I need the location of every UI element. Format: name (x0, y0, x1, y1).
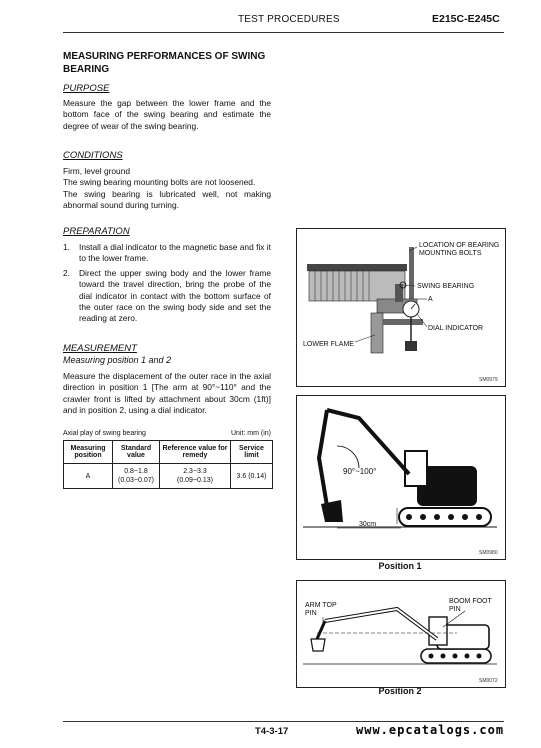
title-line-2: BEARING (63, 64, 110, 75)
label-30cm: 30cm (359, 521, 377, 528)
page-title (63, 50, 278, 76)
excavator-position-2-diagram (297, 581, 505, 687)
conditions-heading: CONDITIONS (63, 150, 123, 161)
condition-line: The swing bearing mounting bolts are not loosened. (63, 177, 256, 188)
table-header-row (64, 441, 273, 464)
footer-url: www.epcatalogs.com (356, 723, 505, 737)
standard-in: (0.03~0.07) (118, 477, 154, 484)
preparation-step-2 (63, 268, 271, 328)
step-text: Direct the upper swing body and the lower frame toward the travel direction, bring the probe of the dial indicator in contact with the bottom surface of the outer race on the swing body side and set the reading at zero. (79, 268, 271, 324)
measurement-heading: MEASUREMENT (63, 343, 137, 354)
footer-rule (63, 721, 504, 722)
table-header: Reference value for remedy (160, 441, 231, 464)
standard-mm: 0.8~1.8 (124, 468, 148, 475)
step-text: Install a dial indicator to the magnetic base and fix it to the lower frame. (79, 242, 271, 264)
figure-swing-bearing (296, 228, 506, 387)
label-a: A (428, 296, 433, 303)
figure-code: SM0980 (479, 550, 498, 556)
axial-play-table (63, 440, 273, 489)
label-lower-flame: LOWER FLAME (303, 341, 354, 348)
table-header: Standard value (113, 441, 160, 464)
label-angle: 90°~100° (343, 467, 377, 476)
caption-position-2: Position 2 (378, 686, 422, 696)
excavator-position-1-diagram (297, 396, 505, 559)
label-arm-top: ARM TOP (305, 602, 337, 609)
table-header: Measuring position (64, 441, 113, 464)
table-caption-row (63, 430, 271, 437)
table-header: Service limit (231, 441, 273, 464)
preparation-heading: PREPARATION (63, 226, 130, 237)
reference-mm: 2.3~3.3 (183, 468, 207, 475)
figure-code: SM0072 (479, 678, 498, 684)
measurement-subheading: Measuring position 1 and 2 (63, 355, 172, 365)
conditions-text (63, 166, 271, 211)
label-mounting-bolts: MOUNTING BOLTS (419, 250, 482, 257)
header-rule (63, 32, 504, 33)
caption-position-1: Position 1 (378, 561, 422, 571)
title-line-1: MEASURING PERFORMANCES OF SWING (63, 51, 266, 62)
table-cell-reference (160, 464, 231, 489)
condition-line: Firm, level ground (63, 166, 131, 176)
figure-position-1 (296, 395, 506, 560)
reference-in: (0.09~0.13) (177, 477, 213, 484)
label-arm-pin: PIN (305, 610, 317, 617)
figure-position-2 (296, 580, 506, 688)
swing-bearing-diagram (297, 229, 505, 386)
label-swing-bearing: SWING BEARING (417, 283, 475, 290)
table-cell-limit: 3.6 (0.14) (231, 464, 273, 489)
table-caption: Axial play of swing bearing (63, 430, 146, 437)
table-row (64, 464, 273, 489)
label-boom-foot: BOOM FOOT (449, 598, 492, 605)
label-dial-indicator: DIAL INDICATOR (428, 325, 484, 332)
figure-code: SM0979 (479, 377, 498, 383)
table-unit: Unit: mm (in) (230, 430, 271, 437)
header-model: E215C-E245C (432, 13, 500, 25)
step-number: 2. (63, 268, 70, 278)
measurement-text: Measure the displacement of the outer race in the axial direction in position 1 [The arm at 90°~110° and the crawler front is lifted by attachment about 30cm (1ft)] and in position 2, using a dial indicator. (63, 371, 271, 415)
preparation-step-1 (63, 242, 271, 266)
purpose-heading: PURPOSE (63, 83, 110, 94)
page-number: T4-3-17 (255, 726, 289, 737)
table-cell-standard (113, 464, 160, 489)
condition-line: The swing bearing is lubricated well, not making abnormal sound during turning. (63, 188, 271, 210)
header-section: TEST PROCEDURES (238, 14, 340, 25)
label-location: LOCATION OF BEARING (419, 242, 500, 249)
table-cell-position: A (64, 464, 113, 489)
purpose-text: Measure the gap between the lower frame and the bottom face of the swing bearing and estimate the degree of wear of the swing bearing. (63, 98, 271, 131)
step-number: 1. (63, 242, 70, 252)
label-boom-pin: PIN (449, 606, 461, 613)
